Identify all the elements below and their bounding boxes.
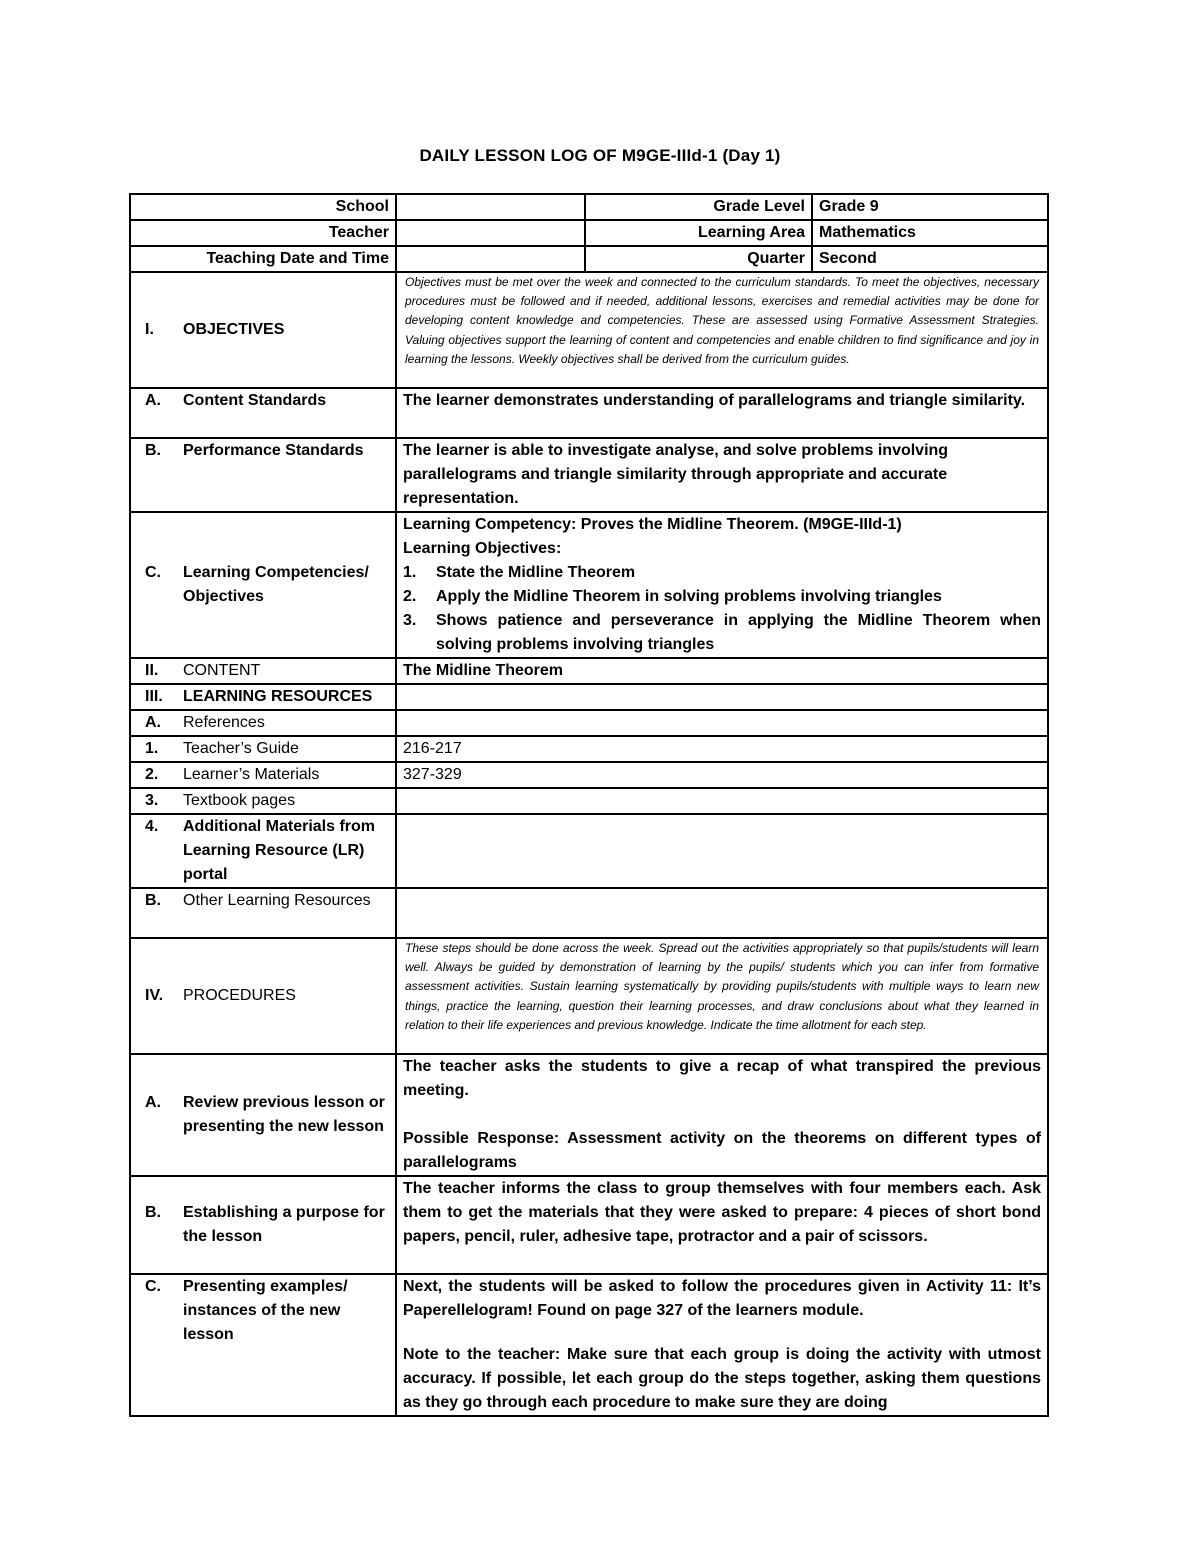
content-standards-label-cell — [130, 388, 396, 438]
teachers-guide-label-cell — [130, 736, 396, 762]
teachers-guide-value: 216-217 — [396, 736, 1048, 762]
competencies-label-cell — [130, 512, 396, 658]
competencies-value — [396, 512, 1048, 658]
learning-area-value: Mathematics — [812, 220, 1048, 246]
competency-text: Learning Competency: Proves the Midline Theorem. (M9GE-IIId-1) — [403, 516, 902, 533]
textbook-pages-value — [396, 788, 1048, 814]
review-row — [130, 1054, 1048, 1176]
review-label: Review previous lesson or presenting the new lesson — [183, 1094, 385, 1135]
objective-item: 1. State the Midline Theorem — [403, 564, 636, 581]
textbook-pages-label-cell — [130, 788, 396, 814]
review-value — [396, 1054, 1048, 1176]
presenting-note: Note to the teacher: Make sure that each group is doing the activity with utmost accuracy. If possible, let each group do the steps together, asking them questions as they go through each procedure to make sure they are doing — [403, 1346, 1041, 1411]
textbook-pages-label: Textbook pages — [183, 792, 296, 809]
teacher-value — [396, 220, 585, 246]
textbook-pages-num: 3. — [145, 792, 159, 809]
review-label-cell — [130, 1054, 396, 1176]
presenting-num: C. — [145, 1278, 161, 1295]
competencies-row — [130, 512, 1048, 658]
objective-item: 2. Apply the Midline Theorem in solving problems involving triangles — [403, 588, 942, 605]
purpose-label-cell — [130, 1176, 396, 1274]
other-resources-label: Other Learning Resources — [183, 892, 371, 909]
objectives-num: I. — [145, 321, 154, 338]
school-row — [130, 194, 1048, 220]
textbook-pages-row — [130, 788, 1048, 814]
other-resources-num: B. — [145, 892, 161, 909]
references-num: A. — [145, 714, 161, 731]
content-label: CONTENT — [183, 662, 261, 679]
teachers-guide-row — [130, 736, 1048, 762]
other-resources-value — [396, 888, 1048, 938]
additional-materials-row — [130, 814, 1048, 888]
content-row — [130, 658, 1048, 684]
performance-standards-label-cell — [130, 438, 396, 512]
page-title: DAILY LESSON LOG OF M9GE-IIId-1 (Day 1) — [419, 146, 781, 165]
review-text: The teacher asks the students to give a recap of what transpired the previous meeting. — [403, 1058, 1041, 1099]
teacher-label: Teacher — [130, 220, 396, 246]
lesson-log-table — [129, 193, 1049, 1417]
learners-materials-label-cell — [130, 762, 396, 788]
objectives-label-cell — [130, 272, 396, 388]
learners-materials-num: 2. — [145, 766, 159, 783]
grade-level-label: Grade Level — [585, 194, 812, 220]
references-label-cell — [130, 710, 396, 736]
review-possible-response: Possible Response: Assessment activity on the theorems on different types of parallelograms — [403, 1130, 1041, 1171]
purpose-row — [130, 1176, 1048, 1274]
content-label-cell — [130, 658, 396, 684]
learners-materials-value: 327-329 — [396, 762, 1048, 788]
date-time-label: Teaching Date and Time — [130, 246, 396, 272]
performance-standards-row — [130, 438, 1048, 512]
references-row — [130, 710, 1048, 736]
presenting-label: Presenting examples/ instances of the new lesson — [183, 1278, 348, 1343]
competencies-num: C. — [145, 564, 161, 581]
presenting-text: Next, the students will be asked to follow the procedures given in Activity 11: It’s Paperellelogram! Found on page 327 of the learners module. — [403, 1278, 1041, 1319]
purpose-value: The teacher informs the class to group themselves with four members each. Ask them to get the materials that they were asked to prepare: 4 pieces of short bond papers, pencil, ruler, adhesive tape, protractor and a pair of scissors. — [396, 1176, 1048, 1274]
purpose-label: Establishing a purpose for the lesson — [183, 1204, 385, 1245]
learning-resources-row — [130, 684, 1048, 710]
presenting-value — [396, 1274, 1048, 1416]
performance-standards-num: B. — [145, 442, 161, 459]
review-num: A. — [145, 1094, 161, 1111]
learning-resources-label-cell — [130, 684, 396, 710]
teacher-row — [130, 220, 1048, 246]
learning-resources-label: LEARNING RESOURCES — [183, 688, 373, 705]
objectives-row — [130, 272, 1048, 388]
objectives-label: OBJECTIVES — [183, 321, 285, 338]
learners-materials-label: Learner’s Materials — [183, 766, 320, 783]
competencies-label: Learning Competencies/ Objectives — [183, 564, 369, 605]
procedures-label-cell — [130, 938, 396, 1054]
objective-item: 3. Shows patience and perseverance in applying the Midline Theorem when solving problems involving triangles — [403, 612, 1041, 653]
content-standards-num: A. — [145, 392, 161, 409]
objectives-note: Objectives must be met over the week and connected to the curriculum standards. To meet the objectives, necessary procedures must be followed and if needed, additional lessons, exercises and remedial activities may be done for developing content knowledge and competencies. These are assessed using Formative Assessment Strategies. Valuing objectives support the learning of content and competencies and enable children to find significance and joy in learning the lessons. Weekly objectives shall be derived from the curriculum guides. — [396, 272, 1048, 388]
school-label: School — [130, 194, 396, 220]
other-resources-label-cell — [130, 888, 396, 938]
additional-materials-value — [396, 814, 1048, 888]
presenting-row — [130, 1274, 1048, 1416]
teachers-guide-num: 1. — [145, 740, 159, 757]
procedures-label: PROCEDURES — [183, 987, 296, 1004]
learners-materials-row — [130, 762, 1048, 788]
references-value — [396, 710, 1048, 736]
date-time-row — [130, 246, 1048, 272]
quarter-value: Second — [812, 246, 1048, 272]
performance-standards-value: The learner is able to investigate analyse, and solve problems involving parallelograms and triangle similarity through appropriate and accurate representation. — [396, 438, 1048, 512]
teachers-guide-label: Teacher’s Guide — [183, 740, 299, 757]
additional-materials-num: 4. — [145, 818, 159, 835]
procedures-row — [130, 938, 1048, 1054]
content-value: The Midline Theorem — [396, 658, 1048, 684]
content-standards-label: Content Standards — [183, 392, 327, 409]
content-standards-row — [130, 388, 1048, 438]
procedures-num: IV. — [145, 987, 164, 1004]
school-value — [396, 194, 585, 220]
date-time-value — [396, 246, 585, 272]
purpose-num: B. — [145, 1204, 161, 1221]
learning-resources-num: III. — [145, 688, 163, 705]
learning-area-label: Learning Area — [585, 220, 812, 246]
presenting-label-cell — [130, 1274, 396, 1416]
performance-standards-label: Performance Standards — [183, 442, 364, 459]
learning-resources-value — [396, 684, 1048, 710]
quarter-label: Quarter — [585, 246, 812, 272]
content-standards-value: The learner demonstrates understanding of parallelograms and triangle similarity. — [396, 388, 1048, 438]
other-resources-row — [130, 888, 1048, 938]
content-num: II. — [145, 662, 159, 679]
objectives-heading: Learning Objectives: — [403, 540, 562, 557]
procedures-note: These steps should be done across the week. Spread out the activities appropriately so that pupils/students will learn well. Always be guided by demonstration of learning by the pupils/ students which you can infer from formative assessment activities. Sustain learning systematically by providing pupils/students with multiple ways to learn new things, practice the learning, question their learning processes, and draw conclusions about what they learned in relation to their life experiences and previous knowledge. Indicate the time allotment for each step. — [396, 938, 1048, 1054]
references-label: References — [183, 714, 265, 731]
grade-level-value: Grade 9 — [812, 194, 1048, 220]
additional-materials-label-cell — [130, 814, 396, 888]
additional-materials-label: Additional Materials from Learning Resource (LR) portal — [183, 818, 376, 883]
